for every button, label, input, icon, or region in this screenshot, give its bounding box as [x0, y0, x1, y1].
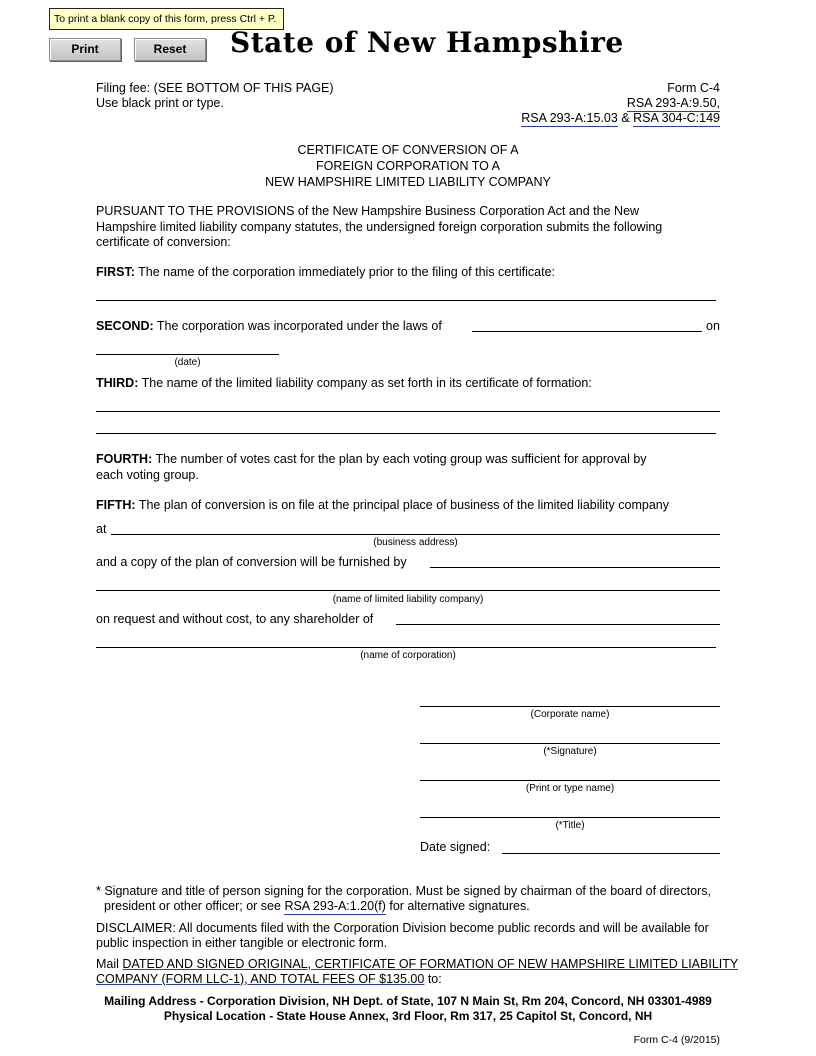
request-text: on request and without cost, to any shareholder of — [96, 612, 374, 626]
fifth-text: The plan of conversion is on file at the principal place of business of the limited liability company — [138, 498, 669, 512]
signature-field[interactable] — [420, 743, 720, 744]
footnote-line2-post: for alternative signatures. — [389, 899, 530, 913]
filing-fee-text: Filing fee: (SEE BOTTOM OF THIS PAGE) — [96, 81, 334, 95]
print-tooltip: To print a blank copy of this form, press Ctrl + P. — [49, 8, 284, 30]
second-on: on — [706, 319, 720, 333]
footnote-line2-pre: president or other officer; or see — [104, 899, 281, 913]
disclaimer-line2: public inspection in either tangible or electronic form. — [96, 935, 388, 950]
fifth-at: at — [96, 522, 107, 536]
fourth-text1: The number of votes cast for the plan by each voting group was sufficient for approval by — [155, 452, 647, 466]
first-section — [96, 265, 555, 279]
rsa-link-3[interactable]: RSA 304-C:149 — [633, 111, 720, 125]
disclaimer-line1: DISCLAIMER: All documents filed with the Corporation Division become public records and will be available for — [96, 921, 709, 935]
black-print-text: Use black print or type. — [96, 96, 224, 110]
footnote-line1: * Signature and title of person signing for the corporation. Must be signed by chairman of the board of directors, — [96, 884, 711, 898]
intro-paragraph — [96, 204, 662, 251]
second-label: SECOND: — [96, 319, 154, 333]
incorporation-laws-field[interactable] — [472, 331, 702, 332]
third-section — [96, 376, 592, 390]
print-name-caption: (Print or type name) — [525, 783, 615, 794]
date-signed-field[interactable] — [502, 853, 720, 854]
third-text: The name of the limited liability company as set forth in its certificate of formation: — [141, 376, 592, 390]
title-field[interactable] — [420, 817, 720, 818]
fifth-label: FIFTH: — [96, 498, 136, 512]
fourth-label: FOURTH: — [96, 452, 153, 466]
third-label: THIRD: — [96, 376, 139, 390]
intro-line3: certificate of conversion: — [96, 235, 231, 249]
mailing-address: Mailing Address - Corporation Division, NH Dept. of State, 107 N Main St, Rm 204, Concord, NH 03301-4989 — [104, 994, 712, 1008]
corporate-name-caption: (Corporate name) — [530, 709, 610, 720]
mail-pre: Mail — [96, 957, 119, 971]
rsa-link-1[interactable] — [627, 96, 720, 110]
corporation-name-field-2[interactable] — [96, 647, 716, 648]
rsa-links-row — [521, 111, 720, 125]
mail-line2: COMPANY (FORM LLC-1), AND TOTAL FEES OF $135.00 — [96, 971, 425, 986]
rsa-link-2[interactable]: RSA 293-A:15.03 — [521, 111, 618, 125]
rsa-alt-signatures-link[interactable]: RSA 293-A:1.20(f) — [284, 899, 386, 913]
mail-line2-post: to: — [427, 971, 442, 986]
ampersand: & — [621, 111, 630, 125]
shareholder-of-field[interactable] — [396, 624, 720, 625]
form-title-line1: CERTIFICATE OF CONVERSION OF A — [297, 143, 519, 157]
mail-instructions — [96, 957, 738, 986]
address-block — [76, 994, 740, 1023]
date-caption: (date) — [174, 357, 201, 368]
form-id: Form C-4 — [667, 81, 720, 95]
reset-button[interactable]: Reset — [134, 38, 206, 61]
business-address-field[interactable] — [111, 534, 720, 535]
corporation-name-caption: (name of corporation) — [360, 650, 456, 661]
date-field[interactable] — [96, 354, 279, 355]
llc-name-field-2[interactable] — [96, 433, 716, 434]
physical-location: Physical Location - State House Annex, 3rd Floor, Rm 317, 25 Capitol St, Concord, NH — [163, 1008, 653, 1023]
print-name-field[interactable] — [420, 780, 720, 781]
form-title-line3: NEW HAMPSHIRE LIMITED LIABILITY COMPANY — [265, 175, 551, 189]
title-caption: (*Title) — [555, 820, 585, 831]
form-revision: Form C-4 (9/2015) — [633, 1034, 720, 1046]
first-label: FIRST: — [96, 265, 135, 279]
form-title-line2: FOREIGN CORPORATION TO A — [315, 159, 501, 173]
furnished-by-field[interactable] — [430, 567, 720, 568]
corporate-name-field[interactable] — [420, 706, 720, 707]
corporation-name-field[interactable] — [96, 300, 716, 301]
intro-line1: PURSUANT TO THE PROVISIONS of the New Hampshire Business Corporation Act and the New — [96, 204, 640, 218]
mail-line1: DATED AND SIGNED ORIGINAL, CERTIFICATE OF FORMATION OF NEW HAMPSHIRE LIMITED LIABILITY — [122, 957, 739, 971]
form-title — [96, 142, 720, 190]
disclaimer — [96, 921, 709, 950]
second-section — [96, 319, 442, 333]
business-address-caption: (business address) — [373, 537, 458, 548]
fourth-text2: each voting group. — [96, 467, 199, 482]
llc-name-field-3[interactable] — [96, 590, 720, 591]
copy-furnished-text: and a copy of the plan of conversion will be furnished by — [96, 555, 407, 569]
llc-name-field-1[interactable] — [96, 411, 720, 412]
fifth-section — [96, 498, 669, 512]
print-button[interactable]: Print — [49, 38, 121, 61]
rsa-link-1-text[interactable]: RSA 293-A:9.50, — [626, 96, 720, 110]
signature-caption: (*Signature) — [543, 746, 597, 757]
second-text: The corporation was incorporated under the laws of — [156, 319, 442, 333]
state-title: State of New Hampshire — [230, 26, 624, 59]
date-signed-label: Date signed: — [420, 840, 491, 854]
intro-line2: Hampshire limited liability company statutes, the undersigned foreign corporation submits the following — [96, 219, 663, 234]
llc-name-caption: (name of limited liability company) — [332, 594, 484, 605]
first-text: The name of the corporation immediately prior to the filing of this certificate: — [138, 265, 556, 279]
footnote — [96, 884, 711, 914]
fourth-section — [96, 452, 647, 483]
